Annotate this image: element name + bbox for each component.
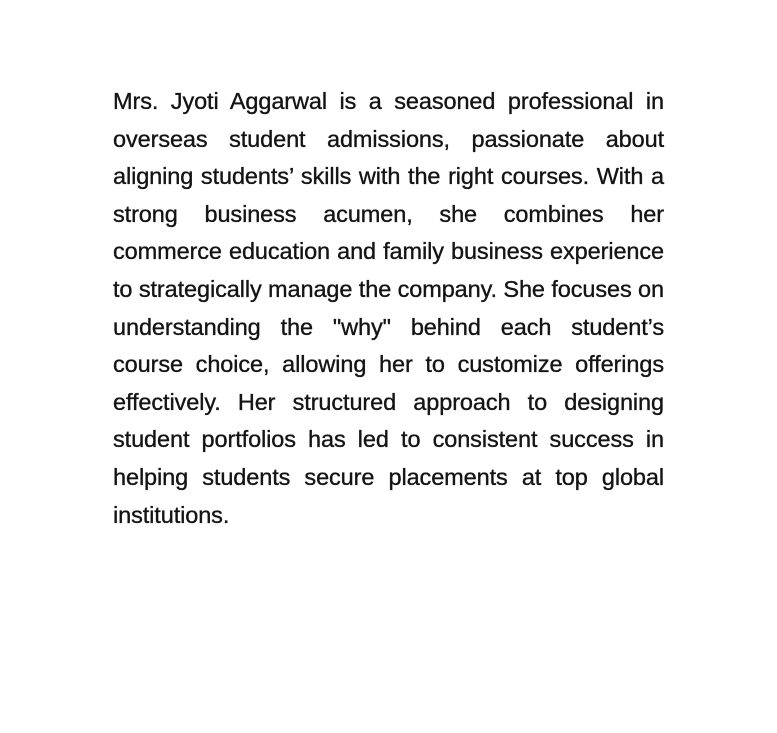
bio-section	[113, 83, 664, 534]
bio-paragraph: Mrs. Jyoti Aggarwal is a seasoned professional in overseas student admissions, passionate about aligning students’ skills with the right courses. With a strong business acumen, she combines her commerce education and family business experience to strategically manage the company. She focuses on understanding the "why" behind each student’s course choice, allowing her to customize offerings effectively. Her structured approach to designing student portfolios has led to consistent success in helping students secure placements at top global institutions.	[113, 88, 664, 528]
